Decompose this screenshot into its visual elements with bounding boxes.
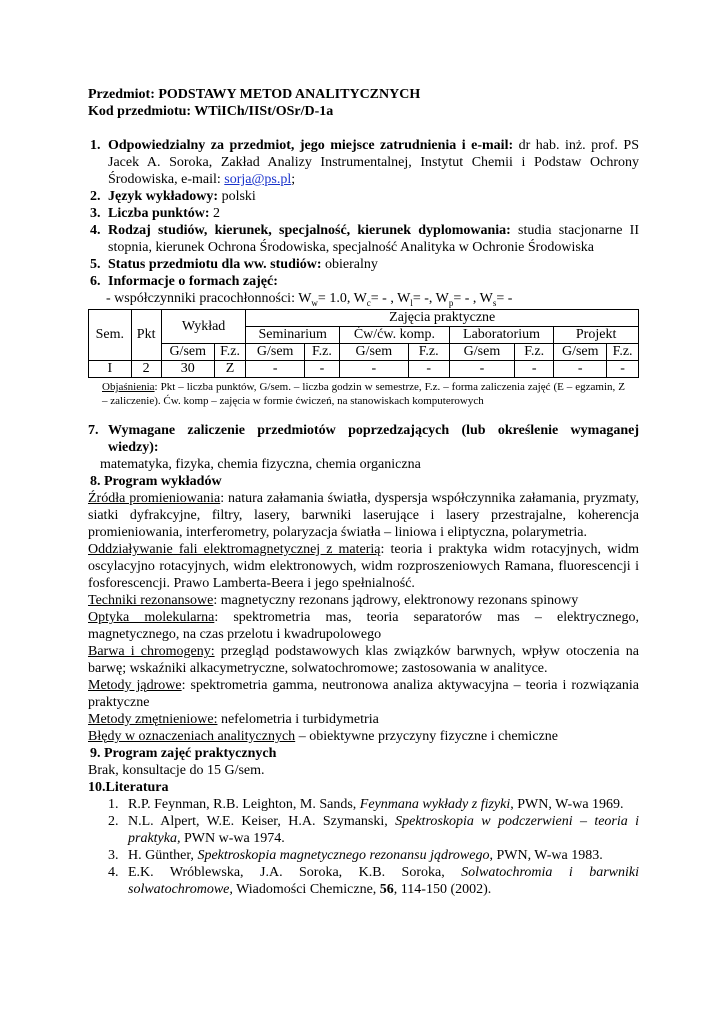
- header-cw: Ćw/ćw. komp.: [340, 327, 450, 344]
- table-cell: -: [515, 361, 554, 378]
- table-cell: -: [408, 361, 449, 378]
- list-item: 5. Status przedmiotu dla ww. studiów: obieralny: [90, 257, 378, 272]
- item-value: dr hab. inż. prof. PS Jacek A. Soroka, Zakład Analizy Instrumentalnej, Instytut Chemii i Podstaw Ochrony Środowiska, e-mail:: [108, 138, 639, 187]
- subject-code: Kod przedmiotu: WTiICh/IISt/OSr/D-1a: [88, 104, 334, 119]
- paragraph: Błędy w oznaczeniach analitycznych – obiektywne przyczyny fizyczne i chemiczne: [88, 729, 558, 744]
- table-cell: -: [304, 361, 339, 378]
- section-7-text: matematyka, fizyka, chemia fizyczna, chemia organiczna: [100, 457, 421, 472]
- info-list: [88, 137, 639, 307]
- paragraph: Źródła promieniowania: natura załamania światła, dyspersja współczynnika załamania, pryzmaty, siatki dyfrakcyjne, filtry, lasery, barwniki laserujące i lasery przestrajalne, koherencja promieniowania, interferometry, polaryzacja światła – liniowa i eliptyczna, polarymetria.: [88, 491, 639, 540]
- item-value: obieralny: [321, 257, 378, 272]
- literature-item: 2. N.L. Alpert, W.E. Keiser, H.A. Szymanski, Spektroskopia w podczerwieni – teoria i praktyka, PWN w-wa 1974.: [108, 814, 639, 846]
- paragraph: Techniki rezonansowe: magnetyczny rezonans jądrowy, elektronowy rezonans spinowy: [88, 593, 579, 608]
- item-value: studia stacjonarne II stopnia, kierunek Ochrona Środowiska, specjalność Analityka w Ochronie Środowiska: [108, 223, 639, 255]
- header-gsem: G/sem: [449, 344, 514, 361]
- header-gsem: G/sem: [246, 344, 305, 361]
- section-title: Wymagane zaliczenie przedmiotów poprzedzających (lub określenie wymaganej wiedzy):: [108, 423, 639, 455]
- list-item: 6. Informacje o formach zajęć:: [90, 274, 278, 289]
- literature-item: 4. E.K. Wróblewska, J.A. Soroka, K.B. Soroka, Solwatochromia i barwniki solwatochromowe, Wiadomości Chemiczne, 56, 114-150 (2002).: [108, 865, 639, 897]
- table-cell: -: [607, 361, 639, 378]
- item-label: Język wykładowy:: [108, 189, 219, 204]
- header-projekt: Projekt: [554, 327, 639, 344]
- header-sem: Sem.: [89, 310, 132, 361]
- table-cell: 2: [131, 361, 161, 378]
- item-label: Rodzaj studiów, kierunek, specjalność, kierunek dyplomowania:: [108, 223, 511, 238]
- paragraph: Metody zmętnieniowe: nefelometria i turbidymetria: [88, 712, 379, 727]
- list-item: 2. Język wykładowy: polski: [90, 189, 256, 204]
- item-label: Status przedmiotu dla ww. studiów:: [108, 257, 322, 272]
- paragraph: Optyka molekularna: spektrometria mas, teoria separatorów mas – elektrycznego, magnetycznego, na czas przelotu i kwadrupolowego: [88, 610, 640, 642]
- item-label: Liczba punktów:: [108, 206, 210, 221]
- table-cell: -: [340, 361, 409, 378]
- table-cell: -: [449, 361, 514, 378]
- section-7: 7. Wymagane zaliczenie przedmiotów poprzedzających (lub określenie wymaganej wiedzy):: [88, 423, 639, 455]
- subject-title: Przedmiot: PODSTAWY METOD ANALITYCZNYCH: [88, 87, 421, 102]
- header-fz: F.z.: [515, 344, 554, 361]
- table-cell: Z: [214, 361, 246, 378]
- table-row: [89, 361, 639, 378]
- literature-list: [88, 796, 639, 898]
- header-lab: Laboratorium: [449, 327, 553, 344]
- item-label: Odpowiedzialny za przedmiot, jego miejsce zatrudnienia i e-mail:: [108, 138, 514, 153]
- section-10-title: 10.Literatura: [88, 780, 169, 795]
- literature-item: 1. R.P. Feynman, R.B. Leighton, M. Sands, Feynmana wykłady z fizyki, PWN, W-wa 1969.: [108, 797, 624, 812]
- item-value: 2: [209, 206, 221, 221]
- header-gsem: G/sem: [340, 344, 409, 361]
- header-fz: F.z.: [304, 344, 339, 361]
- table-cell: -: [246, 361, 305, 378]
- table-cell: I: [89, 361, 132, 378]
- header-seminarium: Seminarium: [246, 327, 340, 344]
- literature-item: 3. H. Günther, Spektroskopia magnetycznego rezonansu jądrowego, PWN, W-wa 1983.: [108, 848, 603, 863]
- header-fz: F.z.: [408, 344, 449, 361]
- header-gsem: G/sem: [161, 344, 214, 361]
- table-note: Objaśnienia: Pkt – liczba punktów, G/sem. – liczba godzin w semestrze, F.z. – forma zaliczenia zajęć (E – egzamin, Z – zaliczenie). Ćw. komp – zajęcia w formie ćwiczeń, na stanowiskach komputerowych: [102, 381, 625, 407]
- item-value: polski: [218, 189, 256, 204]
- paragraph: Oddziaływanie fali elektromagnetycznej z materią: teoria i praktyka widm rotacyjnych, widm oscylacyjno rotacyjnych, widm elektronowych, widm rozproszeniowych Ramana, fluorescencji i fosforescencji. Prawo Lamberta-Beera i jego spełnialność.: [88, 542, 639, 591]
- list-item: 3. Liczba punktów: 2: [90, 206, 221, 221]
- item-label: Informacje o formach zajęć:: [108, 274, 278, 289]
- header-zajecia: Zajęcia praktyczne: [246, 310, 639, 327]
- section-8-title: 8. Program wykładów: [90, 474, 222, 489]
- section-8-body: [88, 490, 639, 745]
- paragraph: Metody jądrowe: spektrometria gamma, neutronowa analiza aktywacyjna – teoria i rozwiązania praktyczne: [88, 678, 639, 710]
- email-link[interactable]: sorja@ps.pl: [224, 172, 292, 187]
- table-cell: -: [554, 361, 607, 378]
- paragraph: Barwa i chromogeny: przegląd podstawowych klas związków barwnych, wpływ otoczenia na barwę; wskaźniki alkacymetryczne, solwatochromowe; zastosowania w analityce.: [88, 644, 639, 676]
- syllabus-page: [88, 86, 639, 898]
- coefficients-line: - współczynniki pracochłonności: $W_w= 1.0$, $W_c=$ - , $W_l=$ -, $W_p=$ - , $W_s=$ -: [106, 291, 513, 308]
- section-9-text: Brak, konsultacje do 15 G/sem.: [88, 763, 265, 778]
- section-9-title: 9. Program zajęć praktycznych: [90, 746, 277, 761]
- list-item: 4. Rodzaj studiów, kierunek, specjalność, kierunek dyplomowania: studia stacjonarne II stopnia, kierunek Ochrona Środowiska, specjalność Analityka w Ochronie Środowiska: [90, 223, 639, 255]
- header-fz: F.z.: [607, 344, 639, 361]
- forms-table: [88, 309, 639, 378]
- header-fz: F.z.: [214, 344, 246, 361]
- header-gsem: G/sem: [554, 344, 607, 361]
- list-item: 1. Odpowiedzialny za przedmiot, jego miejsce zatrudnienia i e-mail: dr hab. inż. prof. PS Jacek A. Soroka, Zakład Analizy Instrumentalnej, Instytut Chemii i Podstaw Ochrony Środowiska, e-mail: sorja@ps.pl;: [90, 138, 639, 187]
- table-cell: 30: [161, 361, 214, 378]
- header-pkt: Pkt: [131, 310, 161, 361]
- header-wyklad: Wykład: [161, 310, 246, 344]
